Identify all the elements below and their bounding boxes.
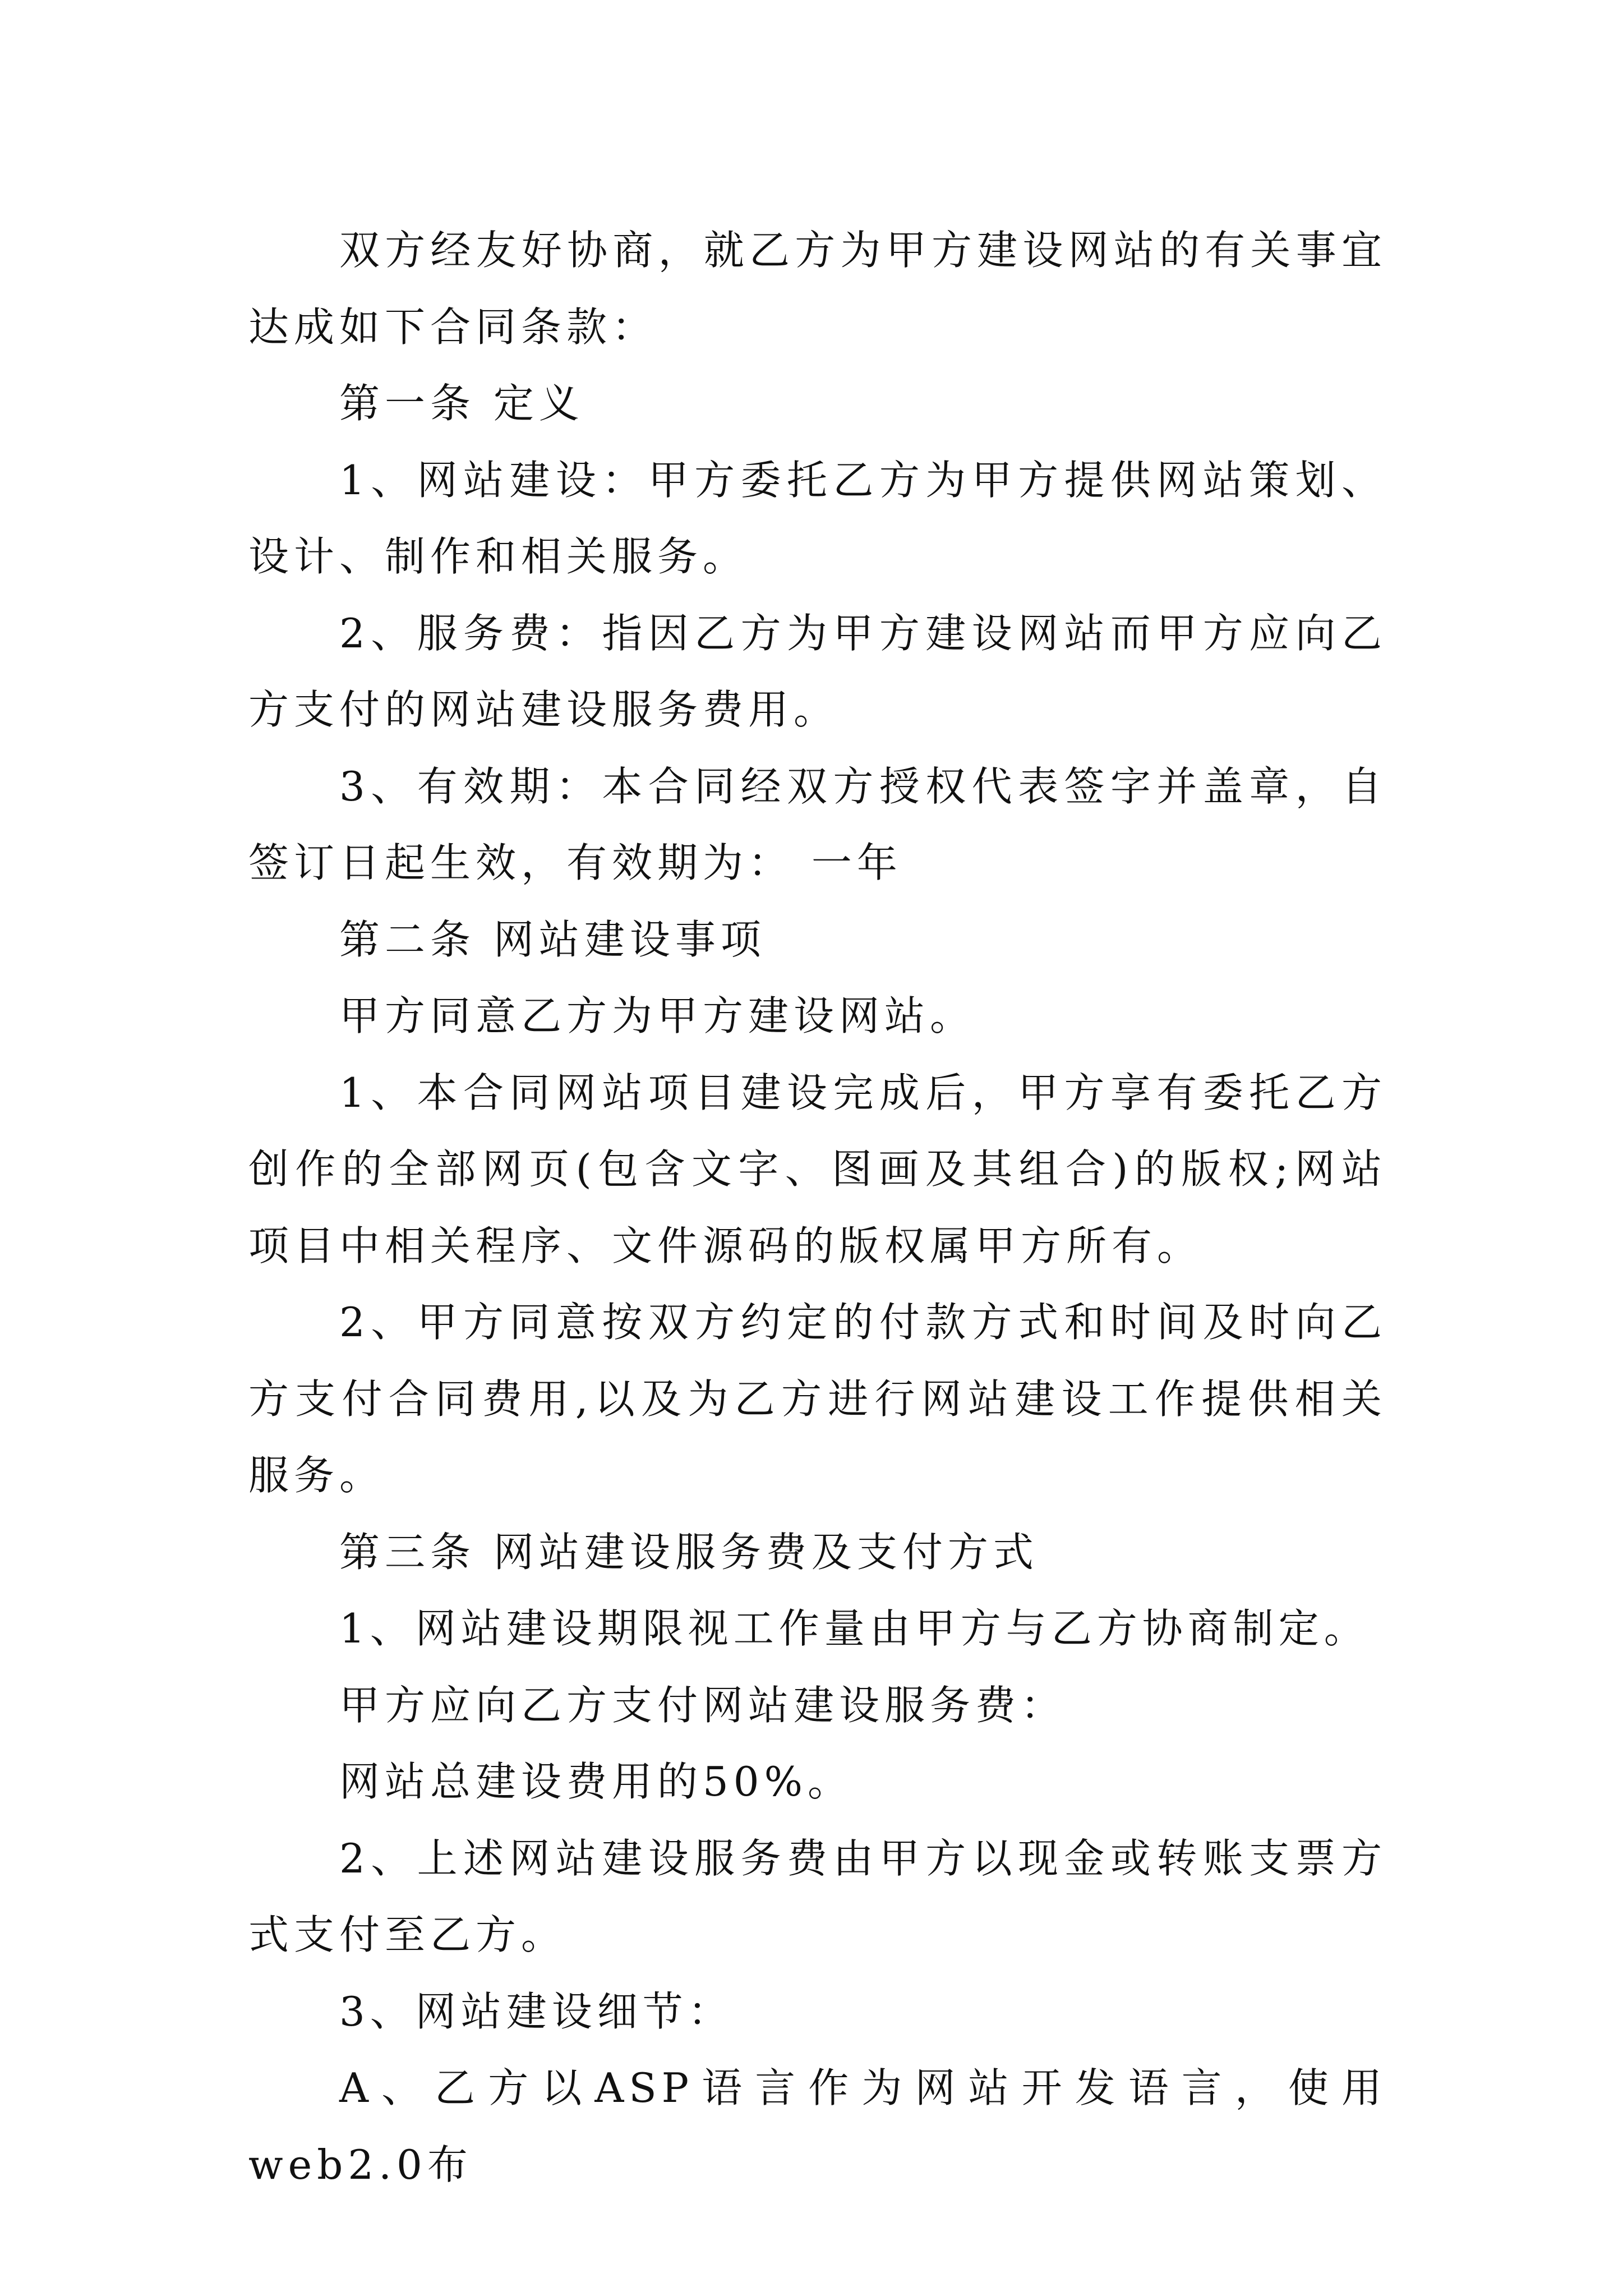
paragraph-fee-due: 甲方应向乙方支付网站建设服务费：	[339, 1681, 1067, 1729]
paragraph-intro: 双方经友好协商，就乙方为甲方建设网站的有关事宜达成如下合同条款：	[248, 227, 1387, 351]
paragraph-detail-a: A、乙方以ASP语言作为网站开发语言，使用web2.0布	[248, 2064, 1387, 2188]
paragraph-build-period: 1、网站建设期限视工作量由甲方与乙方协商制定。	[339, 1605, 1370, 1652]
paragraph-copyright: 1、本合同网站项目建设完成后，甲方享有委托乙方创作的全部网页(包含文字、图画及其组合)的版权;网站项目中相关程序、文件源码的版权属甲方所有。	[248, 1069, 1387, 1269]
article-2-heading: 第二条 网站建设事项	[339, 915, 766, 963]
paragraph-fee-percentage: 网站总建设费用的50%。	[339, 1758, 854, 1805]
paragraph-payment-obligation: 2、甲方同意按双方约定的付款方式和时间及时向乙方支付合同费用,以及为乙方进行网站建设工作提供相关服务。	[248, 1299, 1387, 1499]
paragraph-definition-website: 1、网站建设：甲方委托乙方为甲方提供网站策划、设计、制作和相关服务。	[248, 456, 1387, 580]
paragraph-definition-fee: 2、服务费：指因乙方为甲方建设网站而甲方应向乙方支付的网站建设服务费用。	[248, 609, 1387, 733]
paragraph-payment-method: 2、上述网站建设服务费由甲方以现金或转账支票方式支付至乙方。	[248, 1834, 1387, 1958]
paragraph-agreement: 甲方同意乙方为甲方建设网站。	[339, 992, 976, 1039]
article-3-heading: 第三条 网站建设服务费及支付方式	[339, 1528, 1039, 1576]
paragraph-definition-term: 3、有效期：本合同经双方授权代表签字并盖章，自签订日起生效，有效期为： 一年	[248, 762, 1387, 886]
contract-body	[248, 212, 1387, 2203]
article-1-heading: 第一条 定义	[339, 380, 584, 427]
paragraph-build-details: 3、网站建设细节：	[339, 1987, 734, 2035]
